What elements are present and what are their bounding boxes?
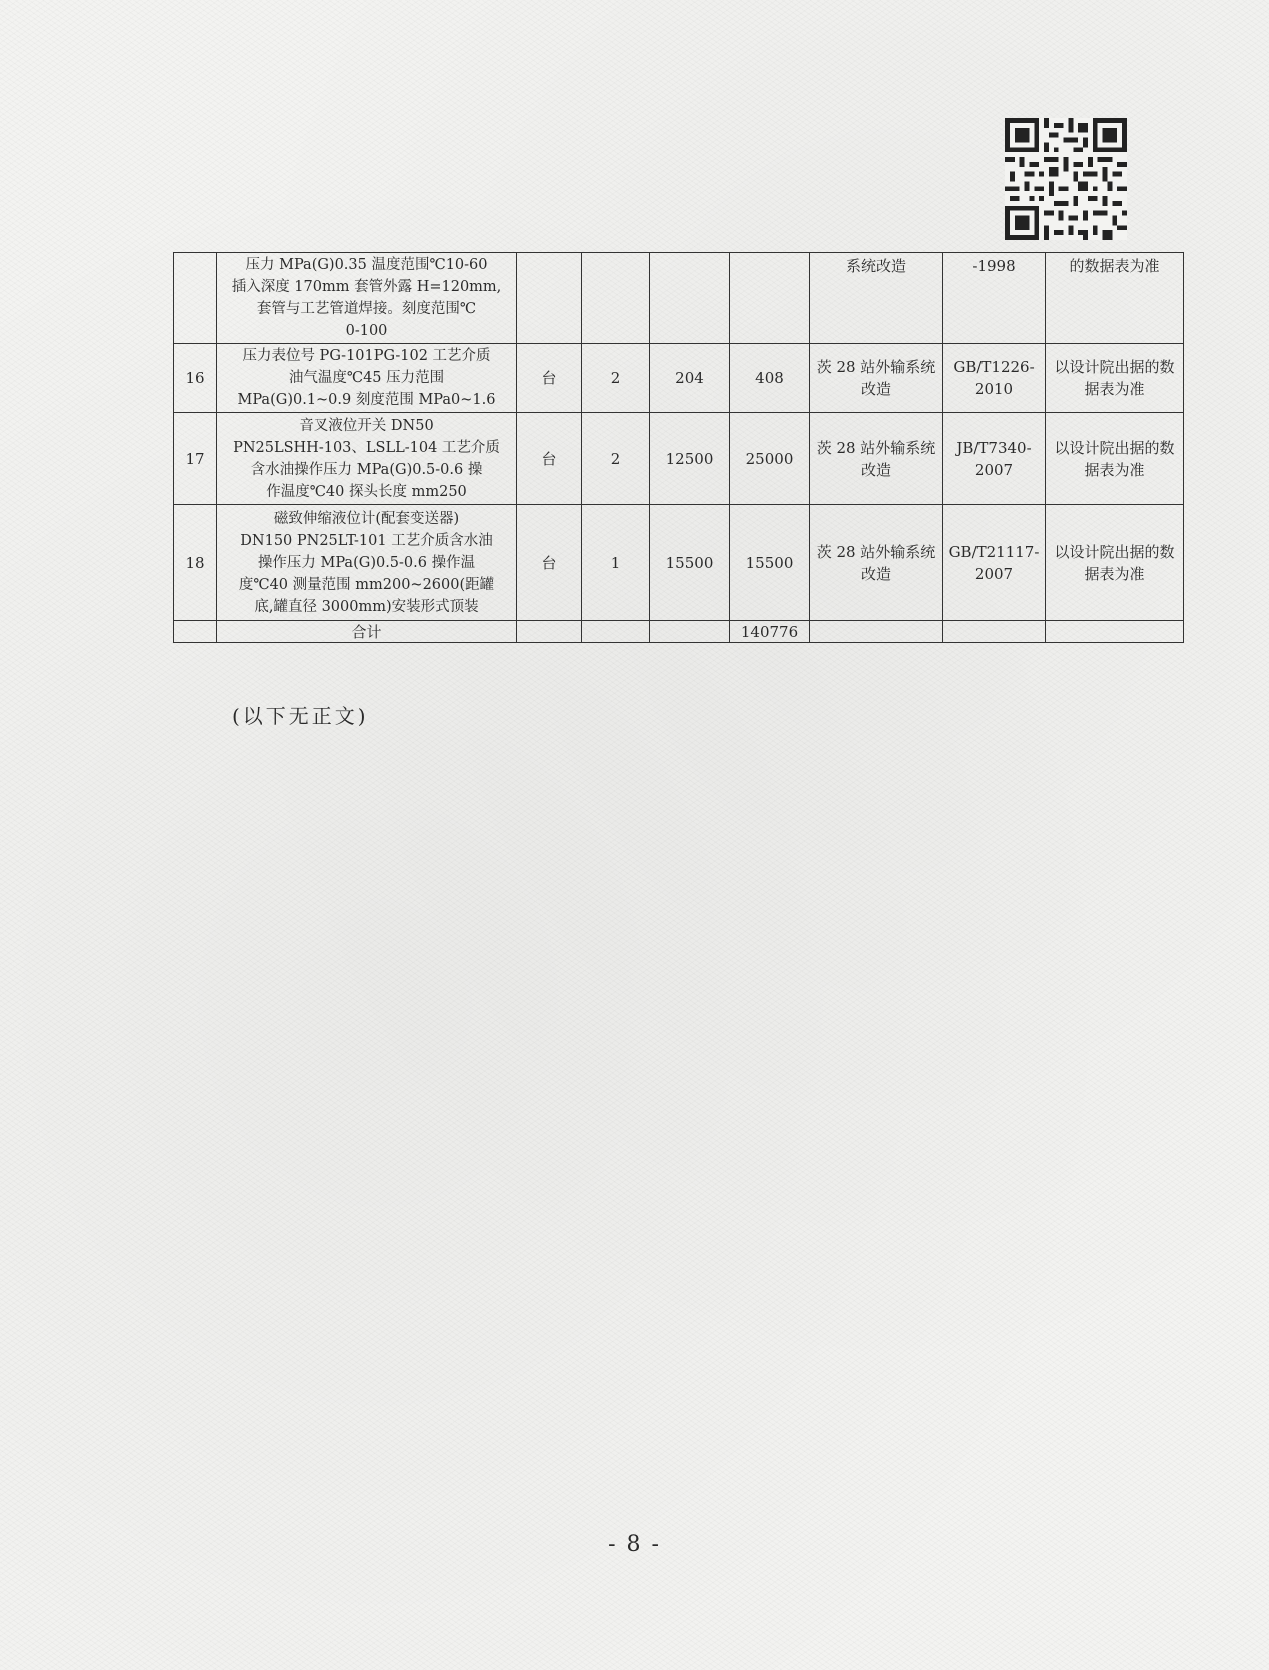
quantity-cell: 2 [582,344,650,413]
table-row [174,344,1184,413]
table-row [174,505,1184,621]
unit-price-cell: 15500 [650,505,730,621]
unit-price-cell [650,621,730,643]
remark-cell: 以设计院出据的数据表为准 [1046,505,1184,621]
description-line: 插入深度 170mm 套管外露 H=120mm, [231,279,502,295]
row-number: 18 [174,505,217,621]
description-line: 操作压力 MPa(G)0.5-0.6 操作温 [257,554,476,571]
unit-cell [517,621,582,643]
description-line: PN25LSHH-103、LSLL-104 工艺介质 [233,439,500,456]
project-cell [810,621,943,643]
description-line: 压力 MPa(G)0.35 温度范围℃10-60 [245,257,488,273]
table-row [174,413,1184,505]
project-cell: 茨 28 站外输系统改造 [810,413,943,505]
item-description [217,253,517,344]
description-line: 作温度℃40 探头长度 mm250 [266,483,467,500]
description-line: DN150 PN25LT-101 工艺介质含水油 [240,532,493,549]
project-cell: 茨 28 站外输系统改造 [810,505,943,621]
unit-cell [517,253,582,344]
end-of-text-note: (以下无正文) [232,704,369,728]
total-label: 合计 [217,621,517,643]
quantity-cell: 2 [582,413,650,505]
standard-cell: GB/T21117-2007 [943,505,1046,621]
item-description [217,344,517,413]
unit-cell: 台 [517,344,582,413]
row-number: 16 [174,344,217,413]
row-number [174,621,217,643]
total-price-cell [730,253,810,344]
quantity-cell [582,621,650,643]
description-line: 压力表位号 PG-101PG-102 工艺介质 [242,348,491,364]
project-cell: 系统改造 [810,253,943,344]
table-row [174,253,1184,344]
equipment-table [173,252,1184,643]
quantity-cell [582,253,650,344]
total-price-cell: 15500 [730,505,810,621]
description-line: 底,罐直径 3000mm)安装形式顶装 [254,598,479,615]
quantity-cell: 1 [582,505,650,621]
description-line: 0-100 [345,323,388,339]
standard-cell: GB/T1226-2010 [943,344,1046,413]
description-line: 油气温度℃45 压力范围 [288,370,445,386]
item-description [217,413,517,505]
unit-cell: 台 [517,413,582,505]
description-line: 度℃40 测量范围 mm200~2600(距罐 [238,576,495,593]
description-line: 套管与工艺管道焊接。刻度范围℃ [256,301,477,317]
total-price-cell: 408 [730,344,810,413]
row-number: 17 [174,413,217,505]
standard-cell [943,621,1046,643]
total-price-cell: 25000 [730,413,810,505]
remark-cell: 以设计院出据的数据表为准 [1046,413,1184,505]
total-amount: 140776 [730,621,810,643]
remark-cell: 以设计院出据的数据表为准 [1046,344,1184,413]
remark-cell [1046,621,1184,643]
total-row [174,621,1184,643]
item-description [217,505,517,621]
unit-price-cell: 12500 [650,413,730,505]
standard-cell: JB/T7340-2007 [943,413,1046,505]
description-line: 音叉液位开关 DN50 [299,417,434,434]
remark-cell: 的数据表为准 [1046,253,1184,344]
description-line: MPa(G)0.1~0.9 刻度范围 MPa0~1.6 [237,392,496,408]
unit-price-cell [650,253,730,344]
qr-code-icon [1005,118,1127,240]
standard-cell: -1998 [943,253,1046,344]
unit-price-cell: 204 [650,344,730,413]
page-number: - 8 - [608,1532,661,1557]
row-number [174,253,217,344]
project-cell: 茨 28 站外输系统改造 [810,344,943,413]
description-line: 磁致伸缩液位计(配套变送器) [273,510,460,527]
description-line: 含水油操作压力 MPa(G)0.5-0.6 操 [250,461,483,478]
unit-cell: 台 [517,505,582,621]
